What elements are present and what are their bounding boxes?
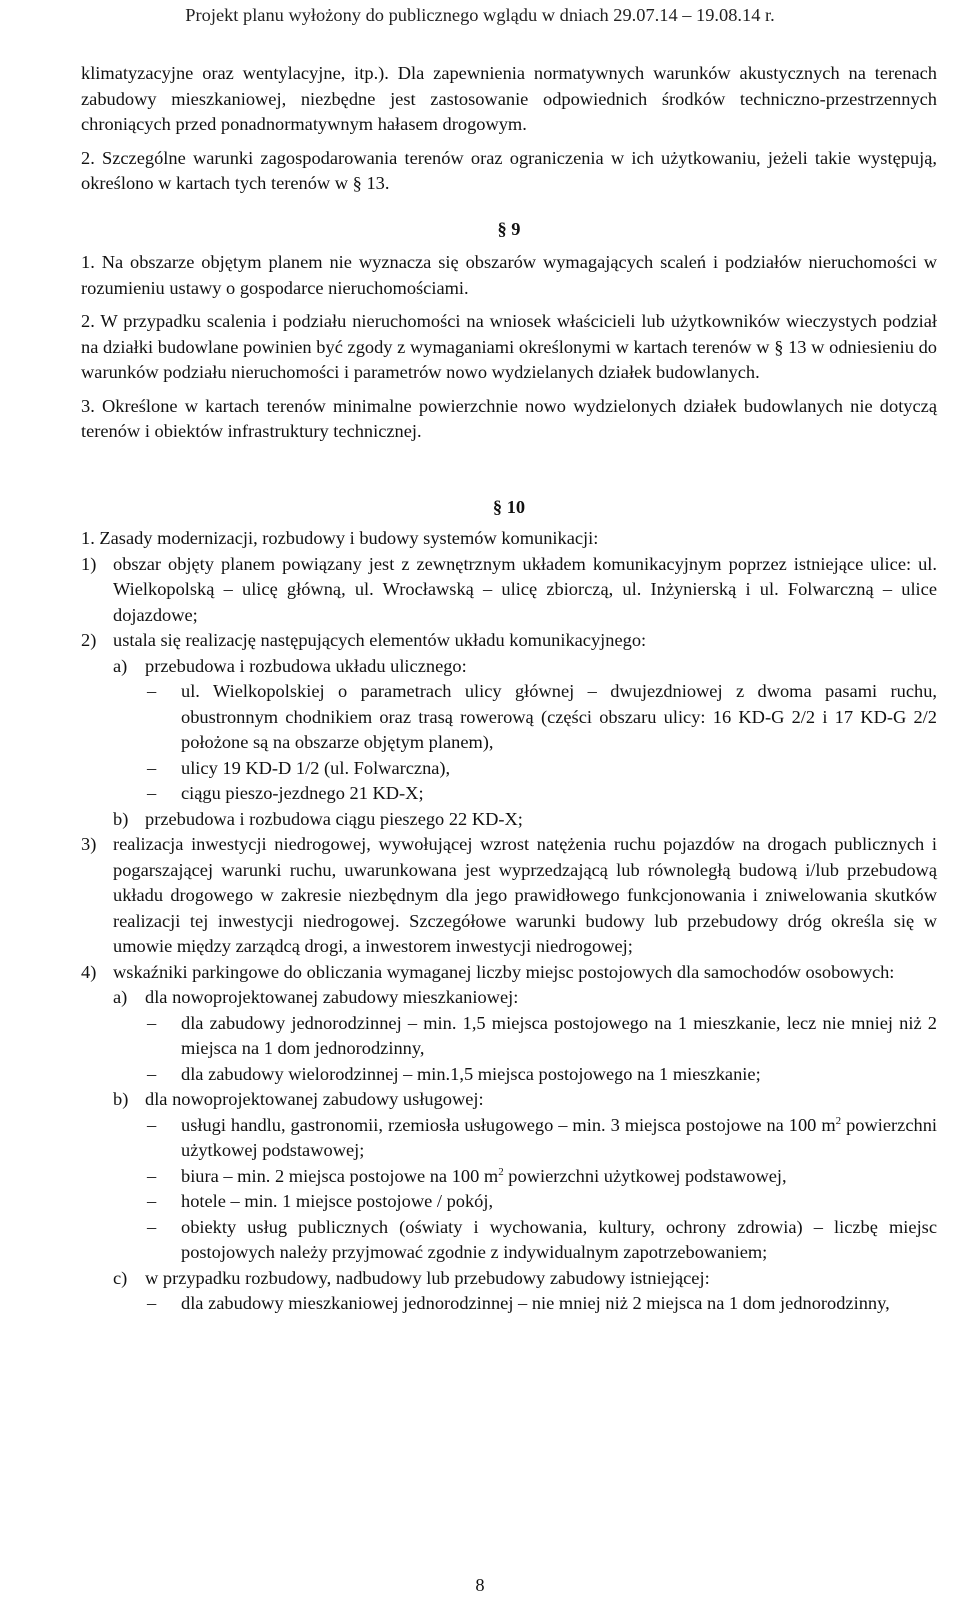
dash-marker: – — [147, 1293, 157, 1313]
list-text: w przypadku rozbudowy, nadbudowy lub przebudowy zabudowy istniejącej: — [145, 1267, 710, 1288]
dash-marker: – — [147, 757, 157, 778]
page-number: 8 — [475, 1575, 485, 1595]
list-dash-item — [147, 1189, 937, 1215]
list-dash-item — [147, 756, 937, 782]
list-label: b) — [113, 808, 129, 829]
list-text: realizacja inwestycji niedrogowej, wywołującej wzrost natężenia ruchu pojazdów na drogach publicznych i pogarszającej warunki ruchu, uwarunkowana jest wyprzedzającą lub równoległą budową i/lub przebudową układu drogowego w zakresie niezbędnym dla jego prawidłowego funkcjonowania i zniwelowania skutków realizacji tej inwestycji niedrogowej. Szczegółowe warunki budowy lub przebudowy dróg określa się w umowie między zarządcą drogi, a inwestorem inwestycji niedrogowej; — [113, 834, 937, 956]
s9-paragraph-1: 1. Na obszarze objętym planem nie wyznacza się obszarów wymagających scaleń i podziałów nieruchomości w rozumieniu ustawy o gospodarce nieruchomościami. — [81, 252, 937, 298]
list-text: biura – min. 2 miejsca postojowe na 100 m — [181, 1165, 499, 1186]
s9-paragraph-3: 3. Określone w kartach terenów minimalne powierzchnie nowo wydzielonych działek budowlanych nie dotyczą terenów i obiektów infrastruktury technicznej. — [81, 395, 937, 441]
list-label: 1) — [81, 553, 97, 574]
list-text: hotele – min. 1 miejsce postojowe / pokój, — [181, 1191, 494, 1211]
list-label: a) — [113, 987, 128, 1007]
list-dash-item — [147, 1062, 937, 1088]
dash-marker: – — [147, 1216, 157, 1237]
page-header: Projekt planu wyłożony do publicznego wglądu w dniach 29.07.14 – 19.08.14 r. — [185, 5, 775, 25]
list-label: 2) — [81, 630, 97, 650]
list-text: ciągu pieszo-jezdnego 21 KD-X; — [181, 783, 424, 803]
list-text: dla nowoprojektowanej zabudowy usługowej: — [145, 1089, 484, 1109]
list-text: powierzchni użytkowej podstawowej; — [181, 1114, 937, 1160]
superscript: 2 — [498, 1165, 504, 1178]
superscript: 2 — [835, 1114, 842, 1127]
list-dash-item — [147, 1113, 937, 1164]
section-10-title: § 10 — [492, 496, 526, 517]
list-dash-item — [147, 781, 937, 807]
list-text: ulicy 19 KD-D 1/2 (ul. Folwarczna), — [181, 757, 451, 778]
list-item-3 — [81, 832, 937, 960]
list-text: powierzchni użytkowej podstawowej, — [503, 1165, 787, 1186]
list-dash-item — [147, 1215, 937, 1266]
list-item-4c — [113, 1266, 937, 1292]
list-text: dla zabudowy mieszkaniowej jednorodzinnej – nie mniej niż 2 miejsca na 1 dom jednorodzinny, — [181, 1293, 890, 1313]
list-text: ustala się realizację następujących elementów układu komunikacyjnego: — [113, 630, 647, 650]
list-item-4 — [81, 960, 937, 986]
list-text: przebudowa i rozbudowa układu ulicznego: — [145, 655, 467, 676]
list-dash-item — [147, 1011, 937, 1062]
list-item-2b — [113, 807, 937, 833]
list-text: obiekty usług publicznych (oświaty i wychowania, kultury, ochrony zdrowia) – liczbę miejsc postojowych należy przyjmować zgodnie z indywidualnym zapotrzebowaniem; — [181, 1216, 937, 1262]
list-text: usługi handlu, gastronomii, rzemiosła usługowego – min. 3 miejsca postojowe na 100 m — [181, 1114, 836, 1135]
dash-marker: – — [147, 783, 157, 803]
list-text: obszar objęty planem powiązany jest z zewnętrznym układem komunikacyjnym poprzez istniejące ulice: ul. Wielkopolską – ulicę główną, ul. Wrocławską – ulicę zbiorczą, ul. Inżynierską i ul. Folwarczną – ulice dojazdowe; — [113, 553, 937, 625]
list-item-4b — [113, 1087, 937, 1113]
list-text: dla zabudowy jednorodzinnej – min. 1,5 miejsca postojowego na 1 mieszkanie, lecz nie mniej niż 2 miejsca na 1 dom jednorodzinny, — [181, 1012, 937, 1058]
list-label: c) — [113, 1267, 128, 1288]
list-item-4a — [113, 985, 937, 1011]
list-label: b) — [113, 1089, 129, 1109]
list-label: 3) — [81, 834, 97, 854]
list-label: a) — [113, 655, 128, 676]
list-dash-item — [147, 679, 937, 756]
list-text: wskaźniki parkingowe do obliczania wymaganej liczby miejsc postojowych dla samochodów osobowych: — [113, 961, 895, 982]
list-text: dla zabudowy wielorodzinnej – min.1,5 miejsca postojowego na 1 mieszkanie; — [181, 1063, 761, 1084]
dash-marker: – — [147, 1114, 157, 1135]
paragraph-2: 2. Szczególne warunki zagospodarowania terenów oraz ograniczenia w ich użytkowaniu, jeżeli takie występują, określono w kartach tych terenów w § 13. — [81, 147, 937, 193]
list-text: ul. Wielkopolskiej o parametrach ulicy głównej – dwujezdniowej z dwoma pasami ruchu, obustronnym chodnikiem oraz trasą rowerową (części obszaru ulicy: 16 KD-G 2/2 i 17 KD-G 2/2 położone są na obszarze objętym planem), — [181, 681, 937, 752]
dash-marker: – — [147, 1063, 157, 1084]
list-item-2 — [81, 628, 937, 654]
list-text: dla nowoprojektowanej zabudowy mieszkaniowej: — [145, 987, 519, 1007]
dash-marker: – — [147, 1191, 157, 1211]
list-dash-item — [147, 1164, 937, 1190]
intro-paragraph: klimatyzacyjne oraz wentylacyjne, itp.). Dla zapewnienia normatywnych warunków akustycznych na terenach zabudowy mieszkaniowej, niezbędne jest zastosowanie odpowiednich środków techniczno-przestrzennych chroniących przed ponadnormatywnym hałasem drogowym. — [81, 63, 937, 134]
list-dash-item — [147, 1291, 937, 1317]
dash-marker: – — [147, 1012, 157, 1033]
list-text: przebudowa i rozbudowa ciągu pieszego 22 KD-X; — [145, 808, 523, 829]
s10-paragraph-1: 1. Zasady modernizacji, rozbudowy i budowy systemów komunikacji: — [81, 528, 599, 548]
s9-paragraph-2: 2. W przypadku scalenia i podziału nieruchomości na wniosek właścicieli lub użytkowników wieczystych podział na działki budowlane powinien być zgody z wymaganiami określonymi w kartach terenów w § 13 w odniesieniu do warunków podziału nieruchomości i parametrów nowo wydzielanych działek budowlanych. — [81, 311, 937, 382]
section-9-title: § 9 — [497, 218, 521, 239]
list-item-2a — [113, 654, 937, 680]
list-label: 4) — [81, 961, 97, 982]
dash-marker: – — [147, 681, 157, 701]
dash-marker: – — [147, 1165, 157, 1186]
document-body — [81, 61, 937, 1317]
list-item-1 — [81, 552, 937, 629]
